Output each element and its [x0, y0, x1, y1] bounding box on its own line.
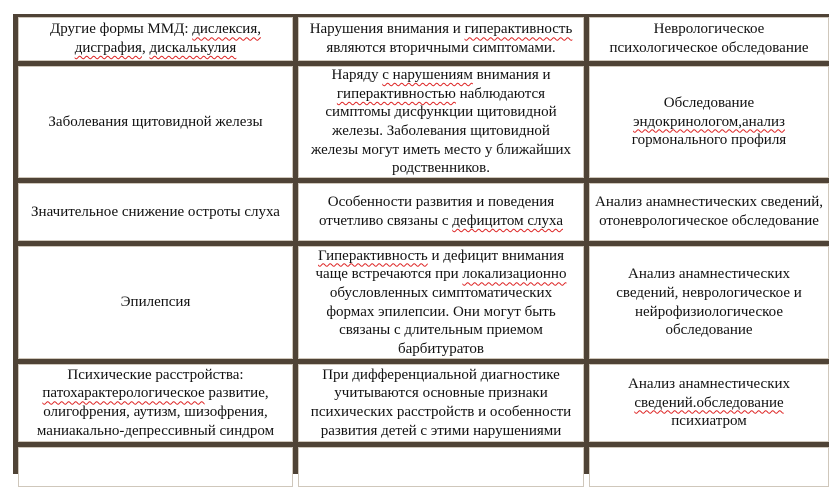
table-cell-examination	[589, 364, 829, 442]
spellcheck-flagged-text: с нарушениям	[382, 67, 473, 84]
cell-text	[304, 366, 579, 440]
cell-text	[607, 20, 812, 57]
table-cell-examination	[589, 447, 829, 487]
cell-text	[593, 193, 825, 230]
spellcheck-flagged-text: патохарактерологическое	[42, 385, 205, 402]
text-run: наблюдаются симптомы дисфункции щитовидной железы. Заболевания щитовидной железы могут иметь место у ближайших родственников.	[310, 85, 572, 177]
cell-text	[604, 265, 814, 339]
spellcheck-flagged-text: дефицитом слуха	[452, 213, 563, 229]
spellcheck-flagged-text: дискалькулия	[149, 40, 237, 56]
text-run: Анализ анамнестических сведений, неврологическое и нейрофизиологическое обследование	[616, 266, 802, 339]
text-run: Другие формы ММД:	[50, 21, 193, 38]
text-run: являются вторичными симптомами.	[326, 40, 556, 56]
text-run: обусловленных симптоматических формах эпилепсии. Они могут быть связаны с длительным приемом барбитуратов	[326, 284, 556, 357]
text-run: Заболевания щитовидной железы	[48, 113, 263, 130]
text-run: гормонального профиля	[631, 132, 787, 149]
text-run: Наряду	[331, 67, 383, 84]
text-run: Анализ анамнестических	[627, 376, 791, 393]
spellcheck-flagged-text: Гиперактивность	[318, 247, 428, 264]
text-run: Неврологическое психологическое обследование	[609, 21, 809, 56]
text-run: Особенности развития и поведения отчетливо связаны с	[319, 194, 555, 229]
table-cell-condition	[18, 364, 293, 442]
table-cell-examination	[589, 246, 829, 359]
cell-text	[23, 113, 288, 132]
text-run: ,	[141, 40, 150, 56]
table-cell-condition	[18, 66, 293, 178]
cell-text	[31, 293, 281, 312]
diagnosis-table	[13, 14, 829, 474]
table-cell-condition	[18, 447, 293, 487]
text-run: психиатром	[671, 413, 747, 430]
text-run: Значительное снижение остроты слуха	[31, 203, 280, 220]
table-cell-examination	[589, 66, 829, 178]
table-cell-condition	[18, 17, 293, 61]
table-cell-differences	[298, 246, 584, 359]
text-run: Анализ анамнестических сведений, отоневрологическое обследование	[594, 194, 823, 229]
table-cell-differences	[298, 447, 584, 487]
table-cell-differences	[298, 183, 584, 241]
cell-text	[304, 193, 579, 230]
table-cell-differences	[298, 17, 584, 61]
spellcheck-flagged-text: гиперактивностью	[336, 85, 456, 102]
text-run: внимания и	[472, 67, 551, 84]
cell-text	[305, 247, 577, 359]
spellcheck-flagged-text: гиперактивность	[464, 21, 573, 38]
table-cell-condition	[18, 246, 293, 359]
text-run: Нарушения внимания и	[309, 21, 465, 38]
text-run: Обследование	[663, 95, 755, 112]
spellcheck-flagged-text: сведений.обследование	[634, 394, 784, 411]
table-cell-examination	[589, 183, 829, 241]
spellcheck-flagged-text: локализационно	[462, 266, 567, 283]
table-cell-differences	[298, 66, 584, 178]
spellcheck-flagged-text: эндокринологом,анализ	[633, 113, 785, 130]
text-run: Психические расстройства:	[67, 366, 244, 383]
text-run: При дифференциальной диагностике учитываются основные признаки психических расстройств и особенности развития детей с этими нарушениями	[310, 366, 572, 439]
cell-text	[22, 366, 289, 440]
spellcheck-flagged-text: дисграфия	[74, 40, 142, 56]
cell-text	[614, 94, 804, 150]
table-cell-differences	[298, 364, 584, 442]
text-run: Эпилепсия	[120, 294, 191, 311]
spellcheck-flagged-text: дислексия,	[192, 21, 261, 38]
cell-text	[302, 20, 580, 57]
table-cell-examination	[589, 17, 829, 61]
cell-text	[22, 203, 289, 222]
text-run: и дефицит внимания чаще встречаются при	[315, 247, 564, 283]
cell-text	[31, 20, 281, 57]
text-run: развитие, олигофрения, аутизм, шизофрения, маниакально-депрессивный синдром	[36, 385, 275, 439]
table-cell-condition	[18, 183, 293, 241]
cell-text	[609, 375, 809, 431]
cell-text	[310, 66, 572, 178]
